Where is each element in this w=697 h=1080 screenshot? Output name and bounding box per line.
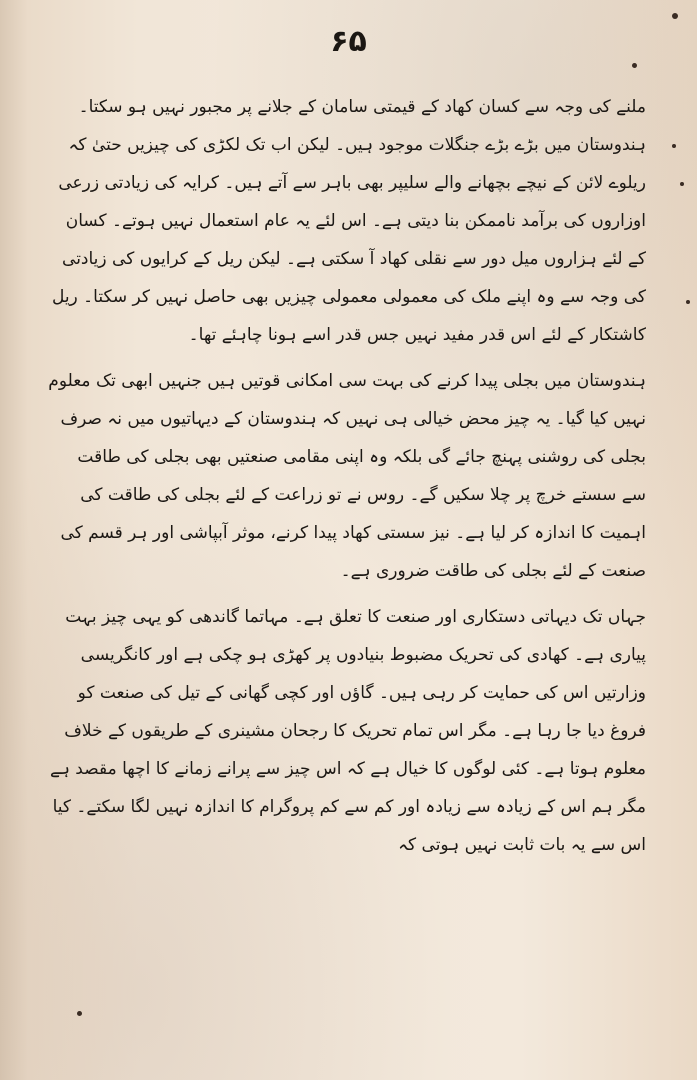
page-body	[48, 88, 646, 968]
paragraph-3: جہاں تک دیہاتی دستکاری اور صنعت کا تعلق ہے۔ مہاتما گاندھی کو یہی چیز بہت پیاری ہے۔ کھادی کی تحریک مضبوط بنیادوں پر کھڑی ہو چکی ہے اور کانگریسی وزارتیں اس کی حمایت کر رہی ہیں۔ گاؤں اور کچی گھانی کے تیل کی صنعت کو فروغ دیا جا رہا ہے۔ مگر اس تمام تحریک کا رجحان مشینری کے طریقوں کے خلاف معلوم ہوتا ہے۔ کئی لوگوں کا خیال ہے کہ اس چیز سے پرانے زمانے کا اچھا مقصد ہے مگر ہم اس کے زیادہ سے زیادہ اور کم سے کم پروگرام کا اندازہ نہیں لگا سکتے۔ کیا اس سے یہ بات ثابت نہیں ہوتی کہ	[49, 607, 646, 855]
ink-spot	[632, 63, 637, 68]
ink-spot	[77, 1011, 82, 1016]
paragraph-2: ہندوستان میں بجلی پیدا کرنے کی بہت سی امکانی قوتیں ہیں جنہیں ابھی تک معلوم نہیں کیا گیا۔ یہ چیز محض خیالی ہی نہیں کہ ہندوستان کے دیہاتیوں میں نہ صرف بجلی کی روشنی پہنچ جائے گی بلکہ وہ اپنی مقامی صنعتیں بھی بجلی کی طاقت سے سستے خرچ پر چلا سکیں گے۔ روس نے تو زراعت کے لئے بجلی کی طاقت کی اہمیت کا اندازہ کر لیا ہے۔ نیز سستی کھاد پیدا کرنے، موثر آبپاشی اور ہر قسم کی صنعت کے لئے بجلی کی طاقت ضروری ہے۔	[48, 371, 646, 581]
paragraph-1: ملنے کی وجہ سے کسان کھاد کے قیمتی سامان کے جلانے پر مجبور نہیں ہو سکتا۔ ہندوستان میں بڑے بڑے جنگلات موجود ہیں۔ لیکن اب تک لکڑی کی چیزیں حتیٰ کہ ریلوے لائن کے نیچے بچھانے والے سلیپر بھی باہر سے آتے ہیں۔ کرایہ کی زیادتی زرعی اوزاروں کی برآمد ناممکن بنا دیتی ہے۔ اس لئے یہ عام استعمال نہیں ہوتے۔ کسان کے لئے ہزاروں میل دور سے نقلی کھاد آ سکتی ہے۔ لیکن ریل کے کرایوں کی زیادتی کی وجہ سے وہ اپنے ملک کی معمولی معمولی چیزیں بھی حاصل نہیں کر سکتا۔ ریل کاشتکار کے لئے اس قدر مفید نہیں جس قدر اسے ہونا چاہئے تھا۔	[51, 97, 646, 345]
ink-spot	[686, 300, 690, 304]
page-number: ۶۵	[330, 24, 367, 59]
ink-spot	[672, 13, 678, 19]
ink-spot	[680, 182, 684, 186]
ink-spot	[672, 144, 676, 148]
